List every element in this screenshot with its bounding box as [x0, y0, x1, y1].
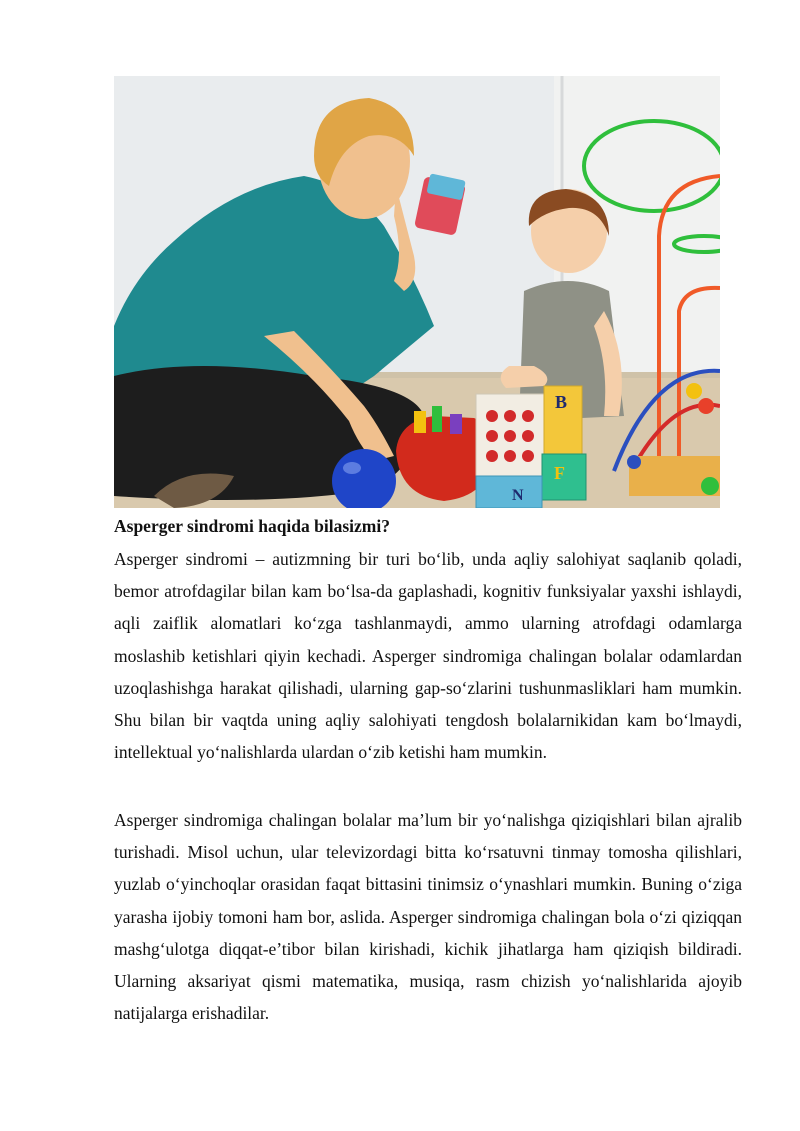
- paragraph-definition: Asperger sindromi – autizmning bir turi bo‘lib, unda aqliy salohiyat saqlanib qoladi, bemor atrofdagilar bilan kam bo‘lsa-da gaplashadi, kognitiv funksiyalar yaxshi ishlaydi, aqli zaiflik alomatlari ko‘zga tashlanmaydi, ammo ularning atrofdagi odamlarga moslashib ketishlari qiyin kechadi. Asperger sindromiga chalingan bolalar odamlardan uzoqlashishga harakat qilishadi, ularning gap-so‘zlarini tushunmasliklari ham mumkin. Shu bilan bir vaqtda uning aqliy salohiyati tengdosh bolalarnikidan kam bo‘lmaydi, intellektual yo‘nalishlarda ulardan o‘zib ketishi ham mumkin.: [114, 549, 742, 763]
- block-letter-f: F: [554, 463, 565, 483]
- paragraph-interests: Asperger sindromiga chalingan bolalar ma’lum bir yo‘nalishga qiziqishlari bilan ajralib turishadi. Misol uchun, ular televizordagi bitta ko‘rsatuvni tinmay tomosha qilishlari, yuzlab o‘yinchoqlar orasidan faqat bittasini tinimsiz o‘ynashlari mumkin. Buning o‘ziga yarasha ijobiy tomoni ham bor, aslida. Asperger sindromiga chalingan bola o‘zi qiziqqan mashg‘ulotga diqqat-e’tibor bilan kirishadi, kichik jihatlarga ham qiziqish bildiradi. Ularning aksariyat qismi matematika, musiqa, rasm chizish yo‘nalishlarida ajoyib natijalarga erishadilar.: [114, 810, 742, 1024]
- toy-blocks: [476, 386, 586, 508]
- block-letter-b: B: [555, 392, 568, 412]
- block-letter-n: N: [512, 487, 524, 504]
- photo-illustration: [114, 76, 720, 508]
- article-heading: Asperger sindromi haqida bilasizmi?: [114, 516, 390, 536]
- article-photo: [114, 76, 720, 508]
